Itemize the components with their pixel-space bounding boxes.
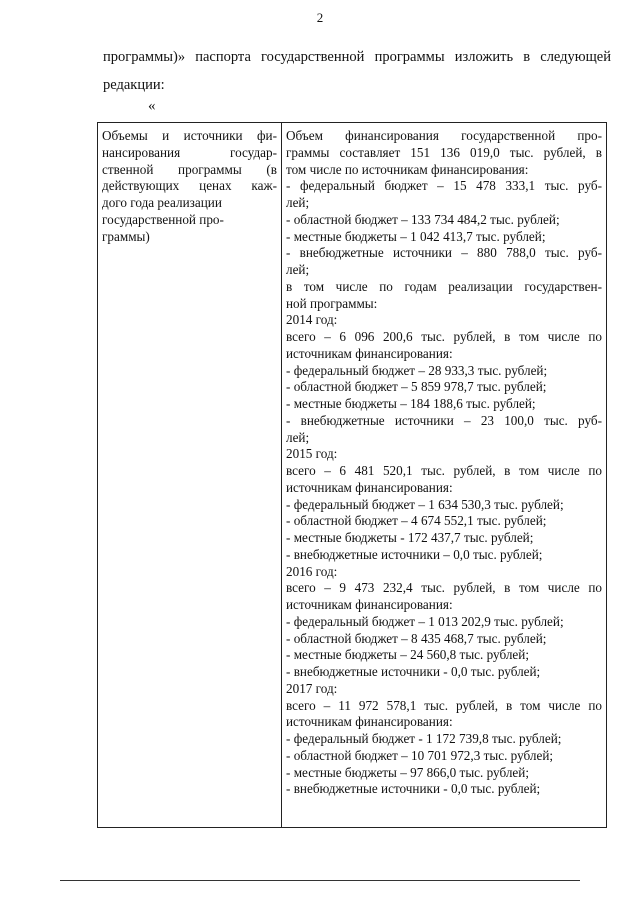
content-line: - областной бюджет – 10 701 972,3 тыс. рублей; xyxy=(286,747,554,763)
content-line: 2015 год: xyxy=(286,446,338,462)
content-line: лей; xyxy=(286,195,310,210)
content-line: в том числе по годам реализации государствен- xyxy=(286,278,602,294)
content-line: - внебюджетные источники - 0,0 тыс. рублей; xyxy=(286,781,541,797)
content-line: всего – 6 096 200,6 тыс. рублей, в том числе по xyxy=(286,329,602,344)
label-line: граммы) xyxy=(102,228,150,244)
content-line: 2016 год: xyxy=(286,563,338,579)
content-line: - федеральный бюджет – 15 478 333,1 тыс. руб- xyxy=(286,178,602,194)
content-line: - федеральный бюджет - 1 172 739,8 тыс. рублей; xyxy=(286,731,562,746)
content-line: - областной бюджет – 5 859 978,7 тыс. рублей; xyxy=(286,379,547,395)
passport-table xyxy=(97,122,607,828)
content-line: - внебюджетные источники – 880 788,0 тыс. руб- xyxy=(286,245,602,261)
content-line: - местные бюджеты – 24 560,8 тыс. рублей; xyxy=(286,647,530,663)
intro-line-1: программы)» паспорта государственной программы изложить в следующей xyxy=(103,49,611,65)
table-cell-label xyxy=(98,123,282,828)
content-line: граммы составляет 151 136 019,0 тыс. рублей, в xyxy=(286,144,602,160)
content-line: - внебюджетные источники - 0,0 тыс. рублей; xyxy=(286,664,541,679)
content-line: лей; xyxy=(286,429,310,445)
content-line: всего – 6 481 520,1 тыс. рублей, в том числе по xyxy=(286,463,602,478)
content-line: - областной бюджет – 8 435 468,7 тыс. рублей; xyxy=(286,630,547,646)
content-line: - местные бюджеты – 97 866,0 тыс. рублей; xyxy=(286,764,530,780)
footer-divider xyxy=(60,880,580,881)
content-line: - внебюджетные источники – 0,0 тыс. рублей; xyxy=(286,546,543,562)
content-line: том числе по источникам финансирования: xyxy=(286,161,529,177)
content-line: - местные бюджеты – 1 042 413,7 тыс. рублей; xyxy=(286,228,546,244)
intro-line-2: редакции: xyxy=(103,77,165,93)
content-line: Объем финансирования государственной про- xyxy=(286,128,602,143)
content-line: 2017 год: xyxy=(286,680,338,696)
content-line: - областной бюджет – 4 674 552,1 тыс. рублей; xyxy=(286,513,547,529)
content-line: 2014 год: xyxy=(286,312,338,328)
content-line: источникам финансирования: xyxy=(286,345,453,361)
intro-paragraph xyxy=(103,43,611,99)
content-line: всего – 9 473 232,4 тыс. рублей, в том числе по xyxy=(286,580,602,596)
page-number: 2 xyxy=(316,10,324,25)
content-line: ной программы: xyxy=(286,295,378,311)
label-line: государственной про- xyxy=(102,211,224,227)
content-line: лей; xyxy=(286,262,310,277)
content-line: источникам финансирования: xyxy=(286,479,453,495)
opening-quote-mark: « xyxy=(148,98,156,114)
label-line: нансирования государ- xyxy=(102,144,277,160)
content-line: - федеральный бюджет – 1 634 530,3 тыс. рублей; xyxy=(286,496,564,512)
label-line: ственной программы (в xyxy=(102,161,277,177)
content-line: - федеральный бюджет – 1 013 202,9 тыс. рублей; xyxy=(286,613,564,629)
content-line: - местные бюджеты – 184 188,6 тыс. рублей; xyxy=(286,396,536,411)
content-line: источникам финансирования: xyxy=(286,597,453,612)
content-line: - местные бюджеты - 172 437,7 тыс. рублей; xyxy=(286,530,534,545)
label-line: Объемы и источники фи- xyxy=(102,128,277,143)
content-line: - областной бюджет – 133 734 484,2 тыс. рублей; xyxy=(286,211,560,227)
content-line: - федеральный бюджет – 28 933,3 тыс. рублей; xyxy=(286,362,548,378)
content-line: источникам финансирования: xyxy=(286,714,453,730)
content-line: - внебюджетные источники – 23 100,0 тыс. руб- xyxy=(286,412,602,428)
content-line: всего – 11 972 578,1 тыс. рублей, в том числе по xyxy=(286,697,602,713)
label-line: действующих ценах каж- xyxy=(102,178,277,194)
table-row xyxy=(98,123,607,828)
table-cell-content xyxy=(282,123,607,828)
label-line: дого года реализации xyxy=(102,195,222,210)
